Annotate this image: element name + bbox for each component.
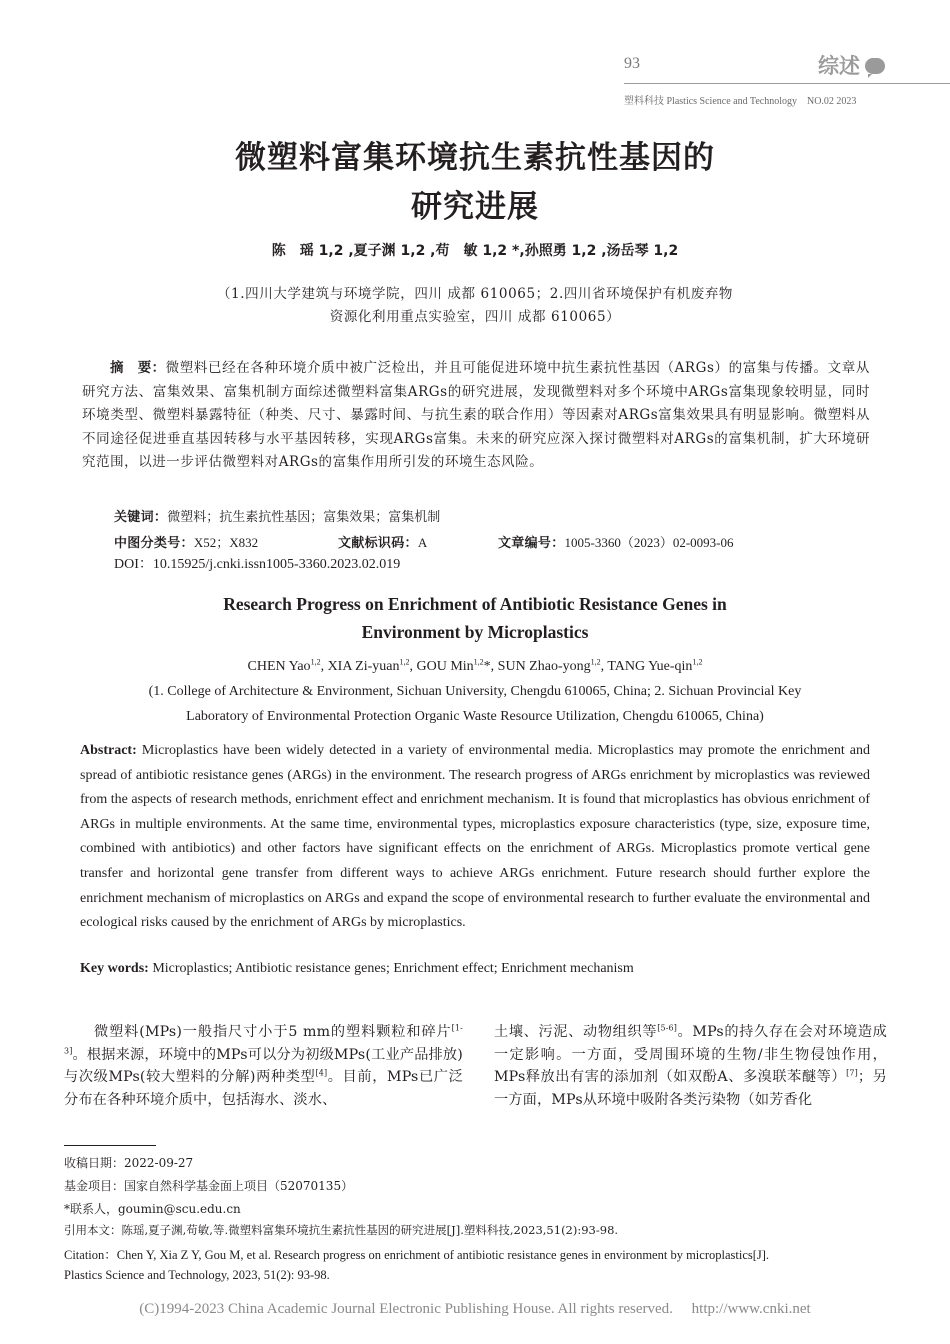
footnote-cite-en-line2: Plastics Science and Technology, 2023, 51(2): 93-98. xyxy=(64,1268,330,1282)
article-value: 1005-3360（2023）02-0093-06 xyxy=(564,535,734,550)
author-en-sup: 1,2 xyxy=(590,657,601,667)
body-text: 土壤、污泥、动物组织等 xyxy=(494,1024,658,1040)
doi: DOI：10.15925/j.cnki.issn1005-3360.2023.02.019 xyxy=(114,557,401,572)
body-text: ；另一方面，MPs从环境中吸附各类污染物（如芳香化 xyxy=(494,1069,887,1108)
body-text: 。根据来源，环境中的MPs可以分为初级MPs(工业产品排放)与次级MPs(较大塑料的分解)两种类型 xyxy=(64,1046,463,1086)
body-column-1 xyxy=(64,1021,463,1111)
affiliation-cn-line1: （1.四川大学建筑与环境学院，四川 成都 610065；2.四川省环境保护有机废弃物 xyxy=(216,286,734,302)
body-text: 。目前，MPs已广泛分布在各种环境介质中，包括海水、淡水、 xyxy=(64,1069,463,1108)
abstract-en-label: Abstract: xyxy=(80,743,137,758)
keywords-en-label: Key words: xyxy=(80,961,149,976)
keywords-cn-text: 微塑料；抗生素抗性基因；富集效果；富集机制 xyxy=(167,510,441,525)
author-en-sup: 1,2 xyxy=(473,657,484,667)
author-en-name: SUN Zhao-yong xyxy=(497,659,591,674)
section-text: 综述 xyxy=(818,54,860,78)
author-en-sup: 1,2 xyxy=(692,657,703,667)
footnote-cite-cn: 引用本文：陈瑶,夏子渊,苟敏,等.微塑料富集环境抗生素抗性基因的研究进展[J].塑料科技,2023,51(2):93-98. xyxy=(64,1223,619,1237)
page-number: 93 xyxy=(624,55,640,72)
clc-number xyxy=(114,532,258,555)
keywords-en xyxy=(80,961,634,977)
title-cn-line2: 研究进展 xyxy=(411,189,539,225)
abstract-cn xyxy=(82,357,870,475)
article-number xyxy=(498,532,734,555)
clc-label: 中图分类号： xyxy=(114,536,194,551)
section-label xyxy=(818,50,885,80)
citation-ref: [4] xyxy=(315,1068,328,1078)
affiliation-en-line2: Laboratory of Environmental Protection Organic Waste Resource Utilization, Chengdu 610065, China) xyxy=(186,709,764,724)
affiliation-en-line1: (1. College of Architecture & Environment, Sichuan University, Chengdu 610065, China; 2. Sichuan Provincial Key xyxy=(148,684,802,699)
clc-value: X52；X832 xyxy=(193,535,259,550)
author-en-name: CHEN Yao xyxy=(247,659,311,674)
citation-ref: [1-3] xyxy=(64,1023,463,1055)
author-en-name: GOU Min xyxy=(416,659,474,674)
author-en-name: XIA Zi-yuan xyxy=(327,659,400,674)
abstract-en xyxy=(80,739,870,936)
doc-code xyxy=(338,532,427,555)
copyright-watermark: (C)1994-2023 China Academic Journal Electronic Publishing House. All rights reserved. http://www.cnki.net xyxy=(139,1301,811,1317)
citation-ref: [5-6] xyxy=(657,1023,678,1033)
body-text: 。MPs的持久存在会对环境造成一定影响。一方面，受周围环境的生物/非生物侵蚀作用，MPs释放出有害的添加剂（如双酚A、多溴联苯醚等） xyxy=(494,1024,887,1086)
keywords-cn-label: 关键词： xyxy=(114,510,168,525)
doc-label: 文献标识码： xyxy=(338,536,418,551)
author-en-sup: 1,2 xyxy=(399,657,410,667)
footnote-fund: 基金项目：国家自然科学基金面上项目（52070135） xyxy=(64,1179,354,1193)
author-en-name: TANG Yue-qin xyxy=(607,659,693,674)
author-en-sep: , xyxy=(409,659,417,674)
abstract-cn-label: 摘 要： xyxy=(110,360,166,376)
footnote-rule xyxy=(64,1145,156,1146)
affiliation-cn-line2: 资源化利用重点实验室，四川 成都 610065） xyxy=(329,309,621,325)
body-column-2 xyxy=(494,1021,887,1111)
footnote-received: 收稿日期：2022-09-27 xyxy=(64,1156,194,1170)
author-en-sep: , xyxy=(320,659,328,674)
title-cn-line1: 微塑料富集环境抗生素抗性基因的 xyxy=(235,140,715,176)
footnote-contact: *联系人，goumin@scu.edu.cn xyxy=(64,1202,241,1216)
abstract-cn-text: 微塑料已经在各种环境介质中被广泛检出，并且可能促进环境中抗生素抗性基因（ARGs）的富集与传播。文章从研究方法、富集效果、富集机制方面综述微塑料富集ARGs的研究进展，发现微塑料对多个环境中ARGs富集现象较明显，同时环境类型、微塑料暴露特征（种类、尺寸、暴露时间、与抗生素的联合作用）等因素对ARGs富集效果具有明显影响。微塑料从不同途径促进垂直基因转移与水平基因转移，实现ARGs富集。未来的研究应深入探讨微塑料对ARGs的富集机制，扩大环境研究范围，以进一步评估微塑料对ARGs的富集作用所引发的环境生态风险。 xyxy=(82,360,870,470)
keywords-cn xyxy=(114,507,440,529)
authors-cn: 陈 瑶 1,2 ,夏子渊 1,2 ,苟 敏 1,2 *,孙照勇 1,2 ,汤岳琴 1,2 xyxy=(271,243,679,259)
body-text: 微塑料(MPs)一般指尺寸小于5 mm的塑料颗粒和碎片 xyxy=(94,1024,452,1040)
author-en-sup: 1,2 xyxy=(310,657,321,667)
keywords-en-text: Microplastics; Antibiotic resistance genes; Enrichment effect; Enrichment mechanism xyxy=(152,961,634,976)
authors-en xyxy=(0,659,950,675)
citation-ref: [7] xyxy=(846,1068,858,1078)
footnote-cite-en-line1: Citation：Chen Y, Xia Z Y, Gou M, et al. Research progress on enrichment of antibiotic resistance genes in environment by microplastics[J]. xyxy=(64,1248,770,1262)
title-en-line2: Environment by Microplastics xyxy=(361,622,589,642)
article-label: 文章编号： xyxy=(498,536,565,551)
speech-bubble-icon xyxy=(865,58,885,74)
author-en-sep: , xyxy=(600,659,608,674)
author-en-sep: *, xyxy=(483,659,498,674)
journal-line: 塑料科技 Plastics Science and Technology NO.02 2023 xyxy=(624,96,857,107)
doc-value: A xyxy=(417,535,428,550)
abstract-en-text: Microplastics have been widely detected in a variety of environmental media. Microplastics may promote the enrichment and spread of antibiotic resistance genes (ARGs) in the environment. The research progress of ARGs enrichment by microplastics was reviewed from the aspects of research methods, enrichment effect and enrichment mechanism. It is found that microplastics has obvious enrichment of ARGs in multiple environments. At the same time, environmental types, microplastics exposure characteristics (type, size, exposure time, combined with antibiotics) and other factors have significant effects on the enrichment of ARGs. Microplastics promote vertical gene transfer and horizontal gene transfer from different ways to achieve ARGs enrichment. Future research should further explore the enrichment mechanism of microplastics on ARGs and expand the scope of environmental research to further evaluate the environmental and ecological risks caused by the enrichment of ARGs by microplastics. xyxy=(80,743,871,931)
title-en-line1: Research Progress on Enrichment of Antibiotic Resistance Genes in xyxy=(223,594,727,614)
header-rule xyxy=(624,83,950,84)
